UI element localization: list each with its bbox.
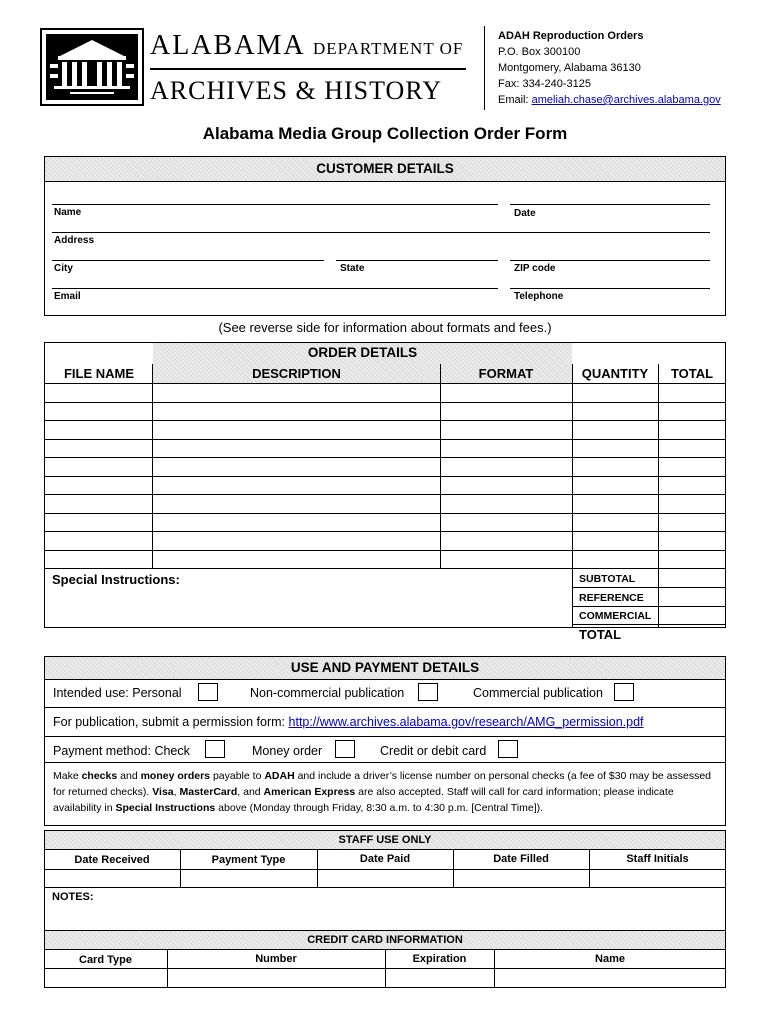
address-line[interactable] (52, 232, 710, 233)
payment-method-label: Payment method: Check (53, 744, 190, 758)
payment-text-bold: American Express (263, 786, 356, 798)
form-title: Alabama Media Group Collection Order Form (202, 124, 568, 143)
credit-card-checkbox[interactable] (498, 740, 518, 758)
payment-text: are also accepted. Staff will call for card information; please indicate availability in (53, 786, 674, 814)
order-heading: ORDER DETAILS (307, 345, 418, 360)
payment-text: , (173, 786, 180, 798)
col-file-name: FILE NAME (63, 366, 135, 381)
subtotal-label: SUBTOTAL (579, 573, 636, 585)
col-format: FORMAT (478, 366, 534, 381)
permission-line (53, 715, 644, 729)
intended-use-label: Intended use: Personal (53, 686, 182, 700)
noncommercial-label: Non-commercial publication (250, 686, 405, 700)
reference-label: REFERENCE (579, 592, 644, 604)
table-row[interactable] (44, 550, 726, 551)
payment-heading-band (45, 657, 725, 680)
email-line[interactable] (52, 288, 498, 289)
grid-line (572, 624, 726, 625)
state-label: State (340, 263, 365, 274)
total-label: TOTAL (579, 627, 622, 642)
table-row[interactable] (44, 531, 726, 532)
grid-line (440, 364, 441, 568)
table-row[interactable] (44, 568, 726, 569)
zip-line[interactable] (510, 260, 710, 261)
table-row[interactable] (44, 494, 726, 495)
contact-email-link[interactable]: ameliah.chase@archives.alabama.gov (531, 94, 721, 106)
commercial-label: COMMERCIAL (579, 610, 652, 622)
payment-text-bold: money orders (140, 770, 211, 782)
check-checkbox[interactable] (205, 740, 225, 758)
commercial-label: Commercial publication (473, 686, 603, 700)
city-label: City (54, 263, 73, 274)
city-line[interactable] (52, 260, 324, 261)
payment-text-bold: Special Instructions (115, 802, 216, 814)
grid-line (44, 383, 726, 384)
contact-block (498, 28, 721, 108)
cc-heading: CREDIT CARD INFORMATION (307, 934, 463, 946)
customer-heading: CUSTOMER DETAILS (316, 161, 454, 176)
staff-col-date-filled: Date Filled (493, 853, 549, 865)
header-divider (484, 26, 485, 110)
grid-line (572, 606, 726, 607)
col-quantity: QUANTITY (581, 366, 649, 381)
divider (44, 707, 726, 708)
contact-city: Montgomery, Alabama 36130 (498, 62, 641, 74)
payment-text: and (117, 770, 141, 782)
contact-fax: Fax: 334-240-3125 (498, 78, 591, 90)
staff-col-payment-type: Payment Type (211, 854, 286, 866)
table-row[interactable] (44, 439, 726, 440)
org-name-line1 (150, 30, 463, 62)
staff-heading: STAFF USE ONLY (338, 834, 432, 846)
staff-col-date-paid: Date Paid (359, 853, 411, 865)
payment-text: Make (53, 770, 82, 782)
contact-email-label: Email: (498, 94, 532, 106)
name-label: Name (54, 207, 82, 218)
building-logo-icon (40, 28, 144, 106)
state-line[interactable] (336, 260, 498, 261)
payment-text-bold: Visa (152, 786, 174, 798)
zip-label: ZIP code (514, 263, 556, 274)
table-row[interactable] (44, 402, 726, 403)
personal-checkbox[interactable] (198, 683, 218, 701)
org-name-small: DEPARTMENT OF (313, 39, 464, 58)
payment-instructions (53, 768, 719, 816)
name-line[interactable] (52, 204, 498, 205)
org-name-line2: ARCHIVES & HISTORY (150, 76, 443, 105)
money-order-checkbox[interactable] (335, 740, 355, 758)
grid-line (44, 869, 726, 870)
grid-line (572, 587, 726, 588)
org-divider (150, 68, 466, 70)
table-row[interactable] (44, 420, 726, 421)
money-order-label: Money order (252, 744, 323, 758)
table-row[interactable] (44, 457, 726, 458)
table-row[interactable] (44, 513, 726, 514)
telephone-label: Telephone (514, 291, 564, 302)
grid-line (572, 364, 573, 628)
reverse-side-note: (See reverse side for information about formats and fees.) (218, 320, 552, 335)
col-description: DESCRIPTION (252, 366, 341, 381)
cc-col-card-type: Card Type (79, 954, 132, 966)
customer-heading-band (45, 157, 725, 182)
divider (44, 762, 726, 763)
date-label: Date (514, 208, 536, 219)
credit-card-label: Credit or debit card (380, 744, 487, 758)
org-name-main: ALABAMA (150, 30, 305, 61)
contact-email-line (498, 92, 721, 108)
payment-text: , and (237, 786, 264, 798)
payment-text: payable to (210, 770, 265, 782)
cc-col-name: Name (595, 953, 625, 965)
special-instructions-label: Special Instructions: (52, 572, 180, 587)
staff-col-initials: Staff Initials (626, 853, 689, 865)
grid-line (44, 887, 726, 888)
grid-line (152, 364, 153, 568)
col-total: TOTAL (670, 366, 714, 381)
divider (44, 736, 726, 737)
permission-link[interactable]: http://www.archives.alabama.gov/research/AMG_permission.pdf (288, 715, 644, 729)
customer-details-section (44, 156, 726, 316)
contact-title: ADAH Reproduction Orders (498, 30, 644, 42)
noncommercial-checkbox[interactable] (418, 683, 438, 701)
telephone-line[interactable] (510, 288, 710, 289)
address-label: Address (54, 235, 95, 246)
notes-label: NOTES: (52, 891, 94, 903)
payment-text-bold: MasterCard (179, 786, 238, 798)
table-row[interactable] (44, 476, 726, 477)
payment-text: and include a driver’s license number on personal checks (a fee of $30 may be assessed for returned checks). (53, 770, 712, 798)
grid-line (44, 849, 726, 850)
date-line[interactable] (510, 204, 710, 205)
cc-col-number: Number (255, 953, 297, 965)
permission-text: For publication, submit a permission form: (53, 715, 289, 729)
email-label: Email (54, 291, 81, 302)
commercial-checkbox[interactable] (614, 683, 634, 701)
grid-line (658, 364, 659, 628)
contact-po-box: P.O. Box 300100 (498, 46, 581, 58)
payment-text: above (Monday through Friday, 8:30 a.m. to 4:30 p.m. [Central Time]). (215, 802, 544, 814)
payment-text-bold: checks (81, 770, 118, 782)
payment-heading: USE AND PAYMENT DETAILS (290, 660, 480, 675)
payment-text-bold: ADAH (264, 770, 295, 782)
staff-col-date-received: Date Received (74, 854, 150, 866)
cc-col-expiration: Expiration (412, 953, 467, 965)
